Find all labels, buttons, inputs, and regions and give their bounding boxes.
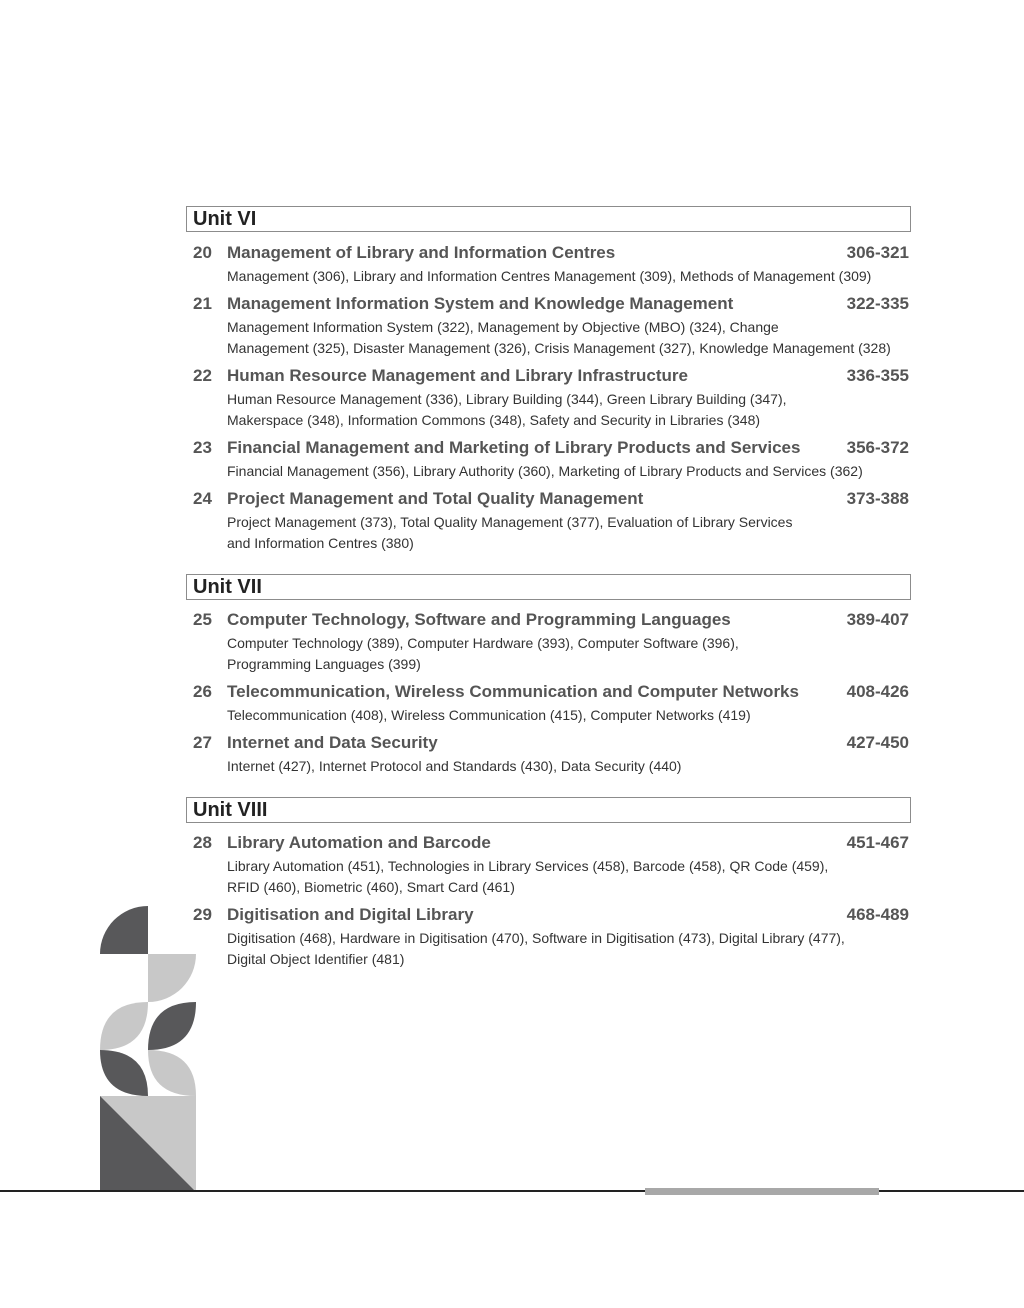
chapter-pages: 373-388 (846, 489, 909, 508)
chapter-topics: Internet (427), Internet Protocol and Standards (430), Data Security (440) (227, 758, 682, 774)
unit-heading: Unit VIII (186, 797, 911, 823)
unit-heading: Unit VII (186, 574, 911, 600)
chapter-title: Human Resource Management and Library Infrastructure (227, 366, 689, 385)
chapter-number: 26 (193, 682, 212, 701)
chapter-topics: Digital Object Identifier (481) (227, 951, 405, 967)
chapter-pages: 468-489 (846, 905, 909, 924)
chapter-title: Management Information System and Knowledge Management (227, 294, 734, 313)
chapter-title: Digitisation and Digital Library (227, 905, 474, 924)
chapter-entry[interactable] (193, 610, 923, 675)
chapter-entry[interactable] (193, 489, 923, 554)
chapter-entry[interactable] (193, 294, 923, 359)
chapter-topics: Telecommunication (408), Wireless Communication (415), Computer Networks (419) (227, 707, 751, 723)
chapter-topics: Library Automation (451), Technologies in Library Services (458), Barcode (458), QR Code (459), (227, 858, 829, 874)
chapter-title: Telecommunication, Wireless Communication and Computer Networks (227, 682, 799, 701)
chapter-entry[interactable] (193, 438, 923, 482)
chapter-title: Computer Technology, Software and Programming Languages (227, 610, 731, 629)
chapter-topics: Human Resource Management (336), Library Building (344), Green Library Building (347), (227, 391, 787, 407)
chapter-topics: RFID (460), Biometric (460), Smart Card (461) (227, 879, 515, 895)
chapter-topics: Computer Technology (389), Computer Hardware (393), Computer Software (396), (227, 635, 739, 651)
chapter-pages: 322-335 (846, 294, 909, 313)
chapter-number: 23 (193, 438, 212, 457)
dark-leaf-shape (148, 1002, 196, 1050)
chapter-number: 28 (193, 833, 212, 852)
chapter-entry[interactable] (193, 366, 923, 431)
chapter-number: 27 (193, 733, 212, 752)
chapter-topics: Management Information System (322), Management by Objective (MBO) (324), Change (227, 319, 779, 335)
chapter-topics: and Information Centres (380) (227, 535, 414, 551)
chapter-topics: Financial Management (356), Library Authority (360), Marketing of Library Products and Services (362) (227, 463, 863, 479)
chapter-number: 29 (193, 905, 212, 924)
chapter-title: Library Automation and Barcode (227, 833, 491, 852)
chapter-entry[interactable] (193, 682, 923, 726)
chapter-entry[interactable] (193, 733, 923, 777)
chapter-pages: 427-450 (846, 733, 909, 752)
light-leaf-shape (148, 1050, 196, 1096)
chapter-title: Project Management and Total Quality Management (227, 489, 644, 508)
chapter-number: 24 (193, 489, 212, 508)
chapter-topics: Management (325), Disaster Management (326), Crisis Management (327), Knowledge Management (328) (227, 340, 891, 356)
chapter-topics: Digitisation (468), Hardware in Digitisation (470), Software in Digitisation (473), Digital Library (477), (227, 930, 845, 946)
unit-heading: Unit VI (186, 206, 911, 232)
chapter-pages: 389-407 (846, 610, 909, 629)
chapter-topics: Makerspace (348), Information Commons (348), Safety and Security in Libraries (348) (227, 412, 761, 428)
chapter-entry[interactable] (193, 243, 923, 287)
chapter-entry[interactable] (193, 905, 923, 970)
chapter-entry[interactable] (193, 833, 923, 898)
chapter-number: 25 (193, 610, 212, 629)
chapter-topics: Programming Languages (399) (227, 656, 421, 672)
footer-accent-bar (645, 1188, 879, 1195)
dark-quarter-shape (100, 906, 148, 954)
chapter-number: 22 (193, 366, 212, 385)
light-leaf-shape (100, 1002, 148, 1050)
chapter-pages: 356-372 (846, 438, 909, 457)
chapter-title: Internet and Data Security (227, 733, 438, 752)
chapter-topics: Management (306), Library and Information Centres Management (309), Methods of Management (309) (227, 268, 872, 284)
chapter-pages: 408-426 (846, 682, 909, 701)
geometric-ornament (100, 906, 196, 1192)
chapter-pages: 451-467 (846, 833, 909, 852)
chapter-number: 21 (193, 294, 212, 313)
light-quarter-shape (148, 954, 196, 1002)
chapter-topics: Project Management (373), Total Quality Management (377), Evaluation of Library Services (227, 514, 793, 530)
chapter-pages: 336-355 (846, 366, 909, 385)
chapter-number: 20 (193, 243, 212, 262)
dark-leaf-shape (100, 1050, 148, 1096)
chapter-title: Financial Management and Marketing of Library Products and Services (227, 438, 801, 457)
chapter-title: Management of Library and Information Centres (227, 243, 616, 262)
chapter-pages: 306-321 (846, 243, 909, 262)
